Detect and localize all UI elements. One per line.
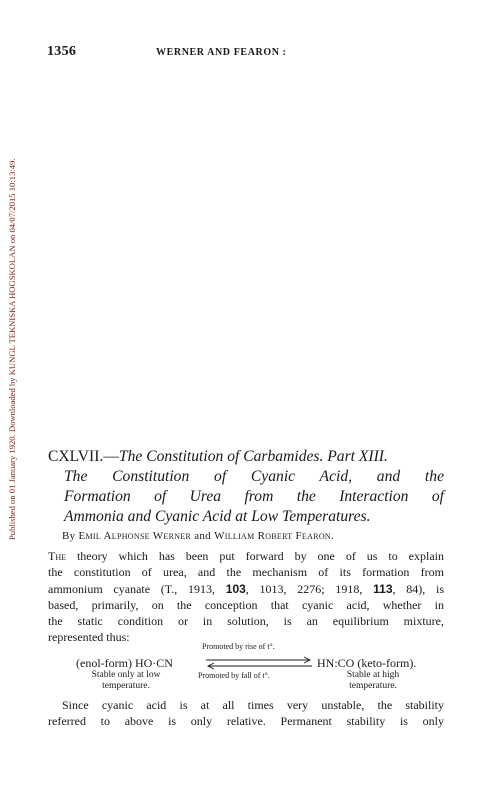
paragraph-1-text: , 1013, 2276; 1918, (245, 581, 363, 596)
paragraph-1-line (48, 548, 444, 564)
paragraph-1-line: the static condition or in solution, is an equilibrium mixture, (48, 614, 444, 629)
paragraph-1-line: represented thus: (48, 630, 130, 645)
paragraph-1-text: , 84), is (392, 581, 445, 596)
title-line-1 (48, 447, 444, 467)
keto-stability-line: temperature. (349, 681, 397, 691)
paragraph-2-line: referred to above is only relative. Permanent stability is only (48, 714, 444, 729)
running-head: WERNER AND FEARON : (156, 47, 287, 58)
author-2: William Robert Fearon. (214, 530, 335, 542)
paragraph-1-text: ammonium cyanate (T., 1913, (48, 581, 215, 596)
paragraph-1-line (48, 581, 444, 597)
enol-stability-line: Stable only at low (91, 670, 161, 680)
title-line-4: Ammonia and Cyanic Acid at Low Temperatures. (64, 508, 371, 525)
title-line-3: Formation of Urea from the Interaction of (64, 488, 444, 505)
paragraph-1-line: the constitution of urea, and the mechanism of its formation from (48, 565, 444, 580)
article-title (48, 447, 444, 527)
arrow-label-top: Promoted by rise of t°. (202, 642, 275, 651)
arrow-label-bottom: Promoted by fall of t°. (198, 671, 270, 680)
enol-form: (enol-form) HO·CN (76, 656, 173, 670)
paragraph-2 (48, 697, 444, 730)
keto-stability-note (328, 670, 418, 692)
equilibrium-equation (48, 637, 444, 697)
paragraph-1 (48, 548, 444, 646)
byline-and: and (194, 530, 211, 542)
enol-stability-line: temperature. (102, 681, 150, 691)
download-watermark-text: Published on 01 January 1920. Downloaded by KUNGL TEKNISKA HOGSKOLAN on 04/07/2015 10:13:49. (7, 158, 17, 540)
paragraph-2-line: Since cyanic acid is at all times very unstable, the stability (62, 698, 444, 712)
paragraph-lead-word: The (48, 549, 66, 563)
byline-by: By (62, 530, 76, 542)
keto-form: HN:CO (keto-form). (317, 656, 417, 670)
equilibrium-arrows-icon (204, 655, 314, 671)
keto-stability-line: Stable at high (346, 670, 400, 680)
enol-stability-note (76, 670, 176, 692)
author-byline (62, 530, 334, 542)
author-1: Emil Alphonse Werner (78, 530, 192, 542)
volume-number: 103 (225, 581, 246, 596)
paragraph-1-line: based, primarily, on the conception that cyanic acid, whether in (48, 597, 444, 612)
download-watermark (4, 18, 18, 558)
title-line-2: The Constitution of Cyanic Acid, and the (64, 468, 444, 485)
volume-number: 113 (373, 581, 393, 596)
paragraph-1-text: theory which has been put forward by one of us to explain (76, 549, 445, 563)
article-number: CXLVII. (48, 448, 104, 465)
title-line-1-text: The Constitution of Carbamides. Part XIII. (118, 448, 388, 465)
title-dash: — (103, 448, 119, 465)
page-number: 1356 (47, 44, 77, 59)
